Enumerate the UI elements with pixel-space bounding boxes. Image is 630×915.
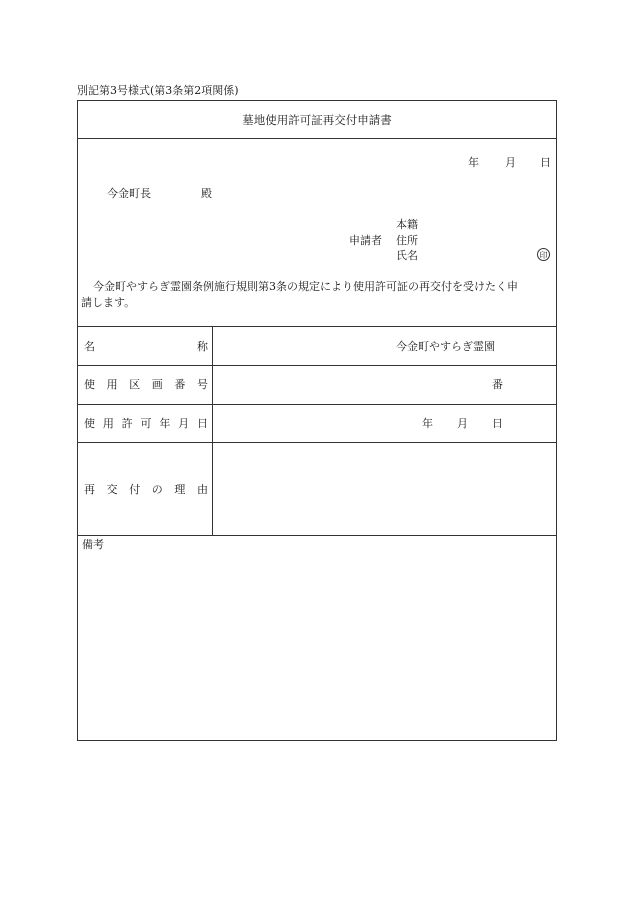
applicant-name-label: 氏名: [396, 249, 418, 262]
addressee-name: 今金町長: [107, 187, 151, 200]
row-divider-3: [77, 442, 557, 443]
plot-label-char: 番: [174, 378, 186, 391]
permit-date-row-label: [84, 417, 208, 431]
applicant-address-label: 住所: [396, 234, 418, 247]
reason-label-char: 由: [196, 483, 208, 496]
permit-date-year: 年: [422, 417, 433, 430]
date-day-label: 日: [540, 156, 551, 169]
row-divider-1: [77, 365, 557, 366]
applicant-label: 申請者: [349, 234, 382, 247]
plot-label-char: 用: [106, 378, 118, 391]
date-label-char: 年: [159, 417, 171, 430]
remarks-divider: [77, 535, 557, 536]
reason-label-char: 理: [174, 483, 186, 496]
plot-label-char: 号: [196, 378, 208, 391]
plot-label-char: 画: [151, 378, 163, 391]
date-month-label: 月: [505, 156, 516, 169]
addressee-honorific: 殿: [201, 187, 212, 200]
reason-label-char: 付: [129, 483, 141, 496]
reason-label-char: 再: [84, 483, 95, 496]
reason-label-char: 交: [106, 483, 118, 496]
request-statement-line1: 今金町やすらぎ霊園条例施行規則第3条の規定により使用許可証の再交付を受けたく申: [93, 280, 518, 293]
request-statement-line2: 請します。: [81, 296, 136, 309]
column-divider: [212, 326, 213, 535]
form-number-note: 別記第3号様式(第3条第2項関係): [77, 84, 239, 97]
applicant-honseki-label: 本籍: [396, 218, 418, 231]
seal-mark-icon: 印: [537, 248, 550, 261]
table-top-divider: [77, 326, 557, 327]
permit-date-day: 日: [492, 417, 503, 430]
plot-number-row-label: [84, 378, 208, 392]
permit-date-month: 月: [457, 417, 468, 430]
cemetery-name-value: 今金町やすらぎ霊園: [396, 340, 495, 353]
date-label-char: 可: [140, 417, 152, 430]
plot-number-suffix: 番: [492, 378, 503, 391]
reason-label-char: の: [151, 483, 163, 496]
name-row-label-left: 名: [84, 340, 95, 353]
date-label-char: 許: [121, 417, 133, 430]
date-year-label: 年: [468, 156, 479, 169]
date-label-char: 月: [178, 417, 190, 430]
reissue-reason-row-label: [84, 483, 208, 497]
row-divider-2: [77, 404, 557, 405]
title-divider: [77, 138, 557, 139]
date-label-char: 用: [102, 417, 114, 430]
date-label-char: 使: [84, 417, 95, 430]
plot-label-char: 使: [84, 378, 95, 391]
name-row-label-right: 称: [197, 340, 208, 353]
form-title: 墓地使用許可証再交付申請書: [242, 113, 392, 127]
plot-label-char: 区: [129, 378, 141, 391]
remarks-label: 備考: [82, 538, 104, 551]
date-label-char: 日: [196, 417, 208, 430]
